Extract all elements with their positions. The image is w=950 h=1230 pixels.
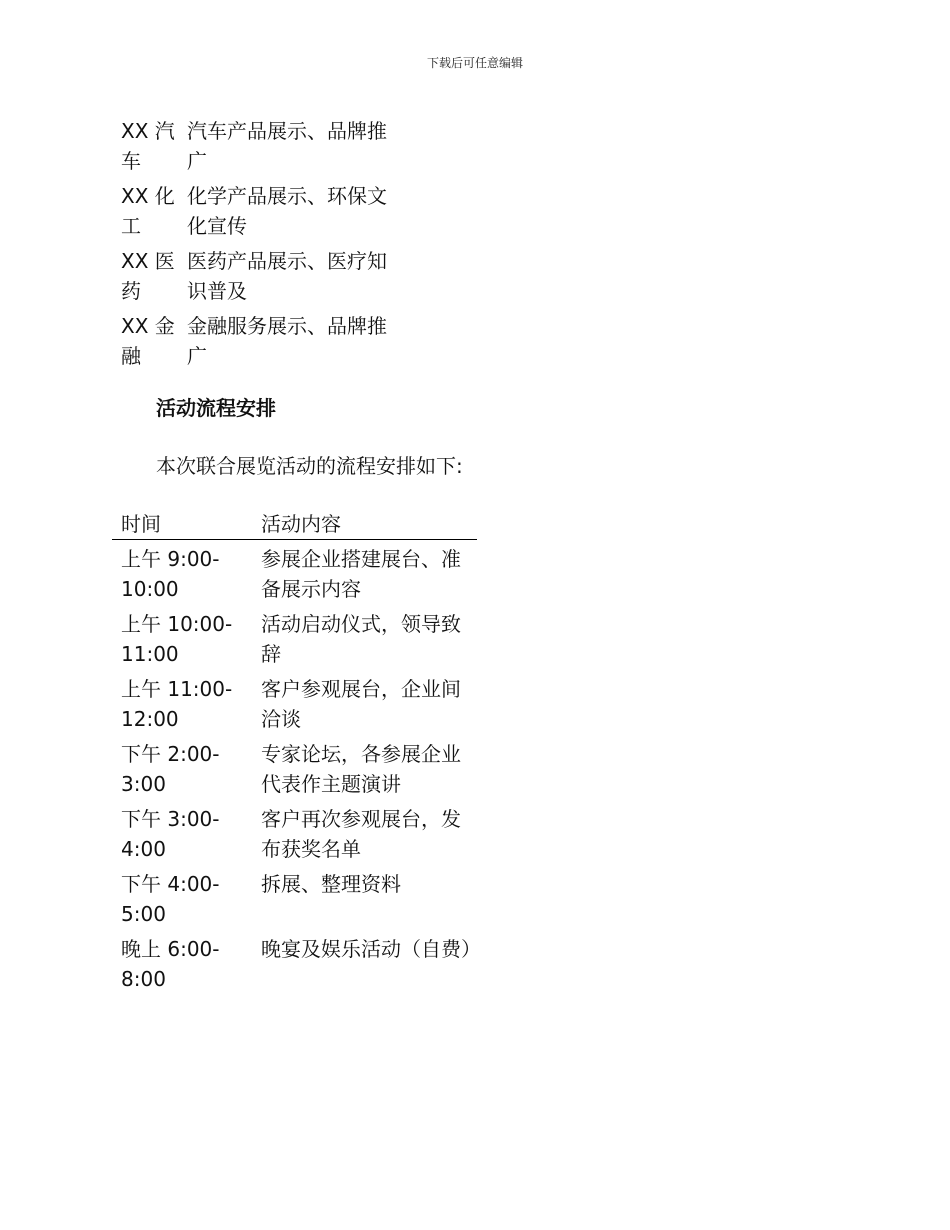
schedule-row [112,799,477,864]
company-name: XX 医药 [121,249,175,303]
schedule-table [112,509,481,994]
schedule-row [112,540,477,605]
schedule-activity: 活动启动仪式，领导致辞 [261,612,461,666]
document-body [121,116,541,994]
schedule-row [112,864,477,929]
company-row [121,241,387,306]
company-name: XX 化工 [121,184,175,238]
intro-paragraph: 本次联合展览活动的流程安排如下: [156,454,463,478]
company-description: 化学产品展示、环保文化宣传 [187,184,387,238]
schedule-time: 下午 3:00-4:00 [121,807,220,861]
schedule-row [112,604,477,669]
schedule-row [112,929,477,994]
company-row [121,116,387,176]
schedule-row [112,734,477,799]
company-row [121,176,387,241]
schedule-activity: 拆展、整理资料 [261,872,401,896]
company-description: 金融服务展示、品牌推广 [187,314,387,368]
schedule-time: 下午 2:00-3:00 [121,742,220,796]
company-name: XX 汽车 [121,119,175,173]
schedule-activity: 晚宴及娱乐活动（自费） [261,937,481,961]
schedule-activity: 参展企业搭建展台、准备展示内容 [261,547,461,601]
activity-column-header: 活动内容 [252,509,477,540]
company-table [121,116,387,371]
schedule-header-row [112,509,477,540]
schedule-time: 上午 11:00-12:00 [121,677,233,731]
section-heading: 活动流程安排 [156,396,276,420]
schedule-activity: 客户参观展台，企业间洽谈 [261,677,461,731]
page-header: 下载后可任意编辑 [426,56,523,70]
company-row [121,306,387,371]
schedule-time: 上午 10:00-11:00 [121,612,233,666]
company-description: 汽车产品展示、品牌推广 [187,119,387,173]
schedule-activity: 专家论坛，各参展企业代表作主题演讲 [261,742,461,796]
schedule-time: 上午 9:00-10:00 [121,547,220,601]
schedule-time: 晚上 6:00-8:00 [121,937,220,991]
schedule-time: 下午 4:00-5:00 [121,872,220,926]
schedule-activity: 客户再次参观展台，发布获奖名单 [261,807,461,861]
company-description: 医药产品展示、医疗知识普及 [187,249,387,303]
time-column-header: 时间 [112,509,252,540]
company-name: XX 金融 [121,314,175,368]
schedule-row [112,669,477,734]
